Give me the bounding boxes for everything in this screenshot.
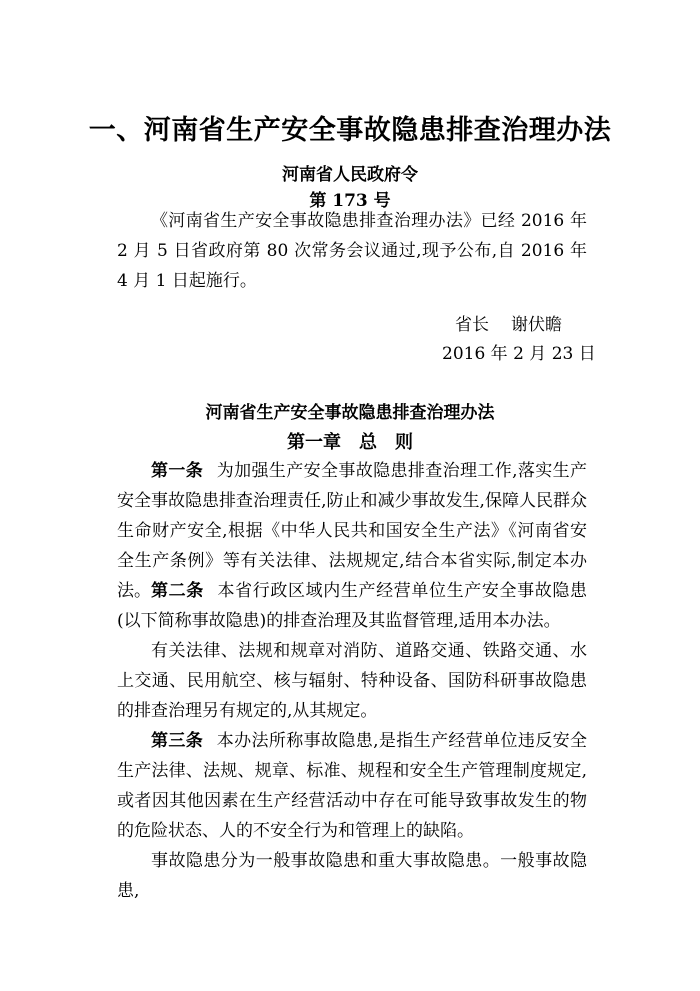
article-3-paragraph-2: 事故隐患分为一般事故隐患和重大事故隐患。一般事故隐患, — [117, 851, 587, 901]
document-title: 河南省生产安全事故隐患排查治理办法 — [205, 403, 495, 423]
section-title: 一、河南省生产安全事故隐患排查治理办法 — [88, 115, 612, 146]
decree-signer — [455, 310, 562, 335]
decree-intro-paragraph: 《河南省生产安全事故隐患排查治理办法》已经 2016 年 2 月 5 日省政府第 80 次常务会议通过,现予公布,自 2016 年 4 月 1 日起施行。 — [117, 211, 587, 291]
article-2-text: 本省行政区域内生产经营单位生产安全事故隐患(以下简称事故隐患)的排查治理及其监督管理,适用本办法。 — [117, 581, 588, 631]
chapter-heading: 第一章 总 则 — [287, 432, 413, 453]
decree-date: 2016 年 2 月 23 日 — [442, 344, 596, 364]
article-3-text: 本办法所称事故隐患,是指生产经营单位违反安全生产法律、法规、规章、标准、规程和安全生产管理制度规定,或者因其他因素在生产经营活动中存在可能导致事故发生的物的危险状态、人的不安全行为和管理上的缺陷。 — [117, 731, 587, 841]
article-3-label: 第三条 — [151, 731, 204, 751]
signer-name: 谢伏瞻 — [511, 315, 562, 335]
decree-number: 第 173 号 — [309, 191, 391, 211]
article-1-text: 为加强生产安全事故隐患排查治理工作,落实生产安全事故隐患排查治理责任,防止和减少事故发生,保障人民群众生命财产安全,根据《中华人民共和国安全生产法》《河南省安全生产条例》等有关法律、法规规定,结合本省实际,制定本办法。 — [117, 461, 587, 601]
article-2-paragraph-2: 有关法律、法规和规章对消防、道路交通、铁路交通、水上交通、民用航空、核与辐射、特种设备、国防科研事故隐患的排查治理另有规定的,从其规定。 — [117, 641, 587, 721]
signer-title: 省长 — [455, 315, 489, 335]
decree-issuer: 河南省人民政府令 — [282, 165, 418, 185]
article-3 — [117, 726, 587, 846]
article-2 — [117, 576, 587, 636]
article-2-label: 第二条 — [151, 581, 204, 601]
article-1-label: 第一条 — [151, 461, 204, 481]
